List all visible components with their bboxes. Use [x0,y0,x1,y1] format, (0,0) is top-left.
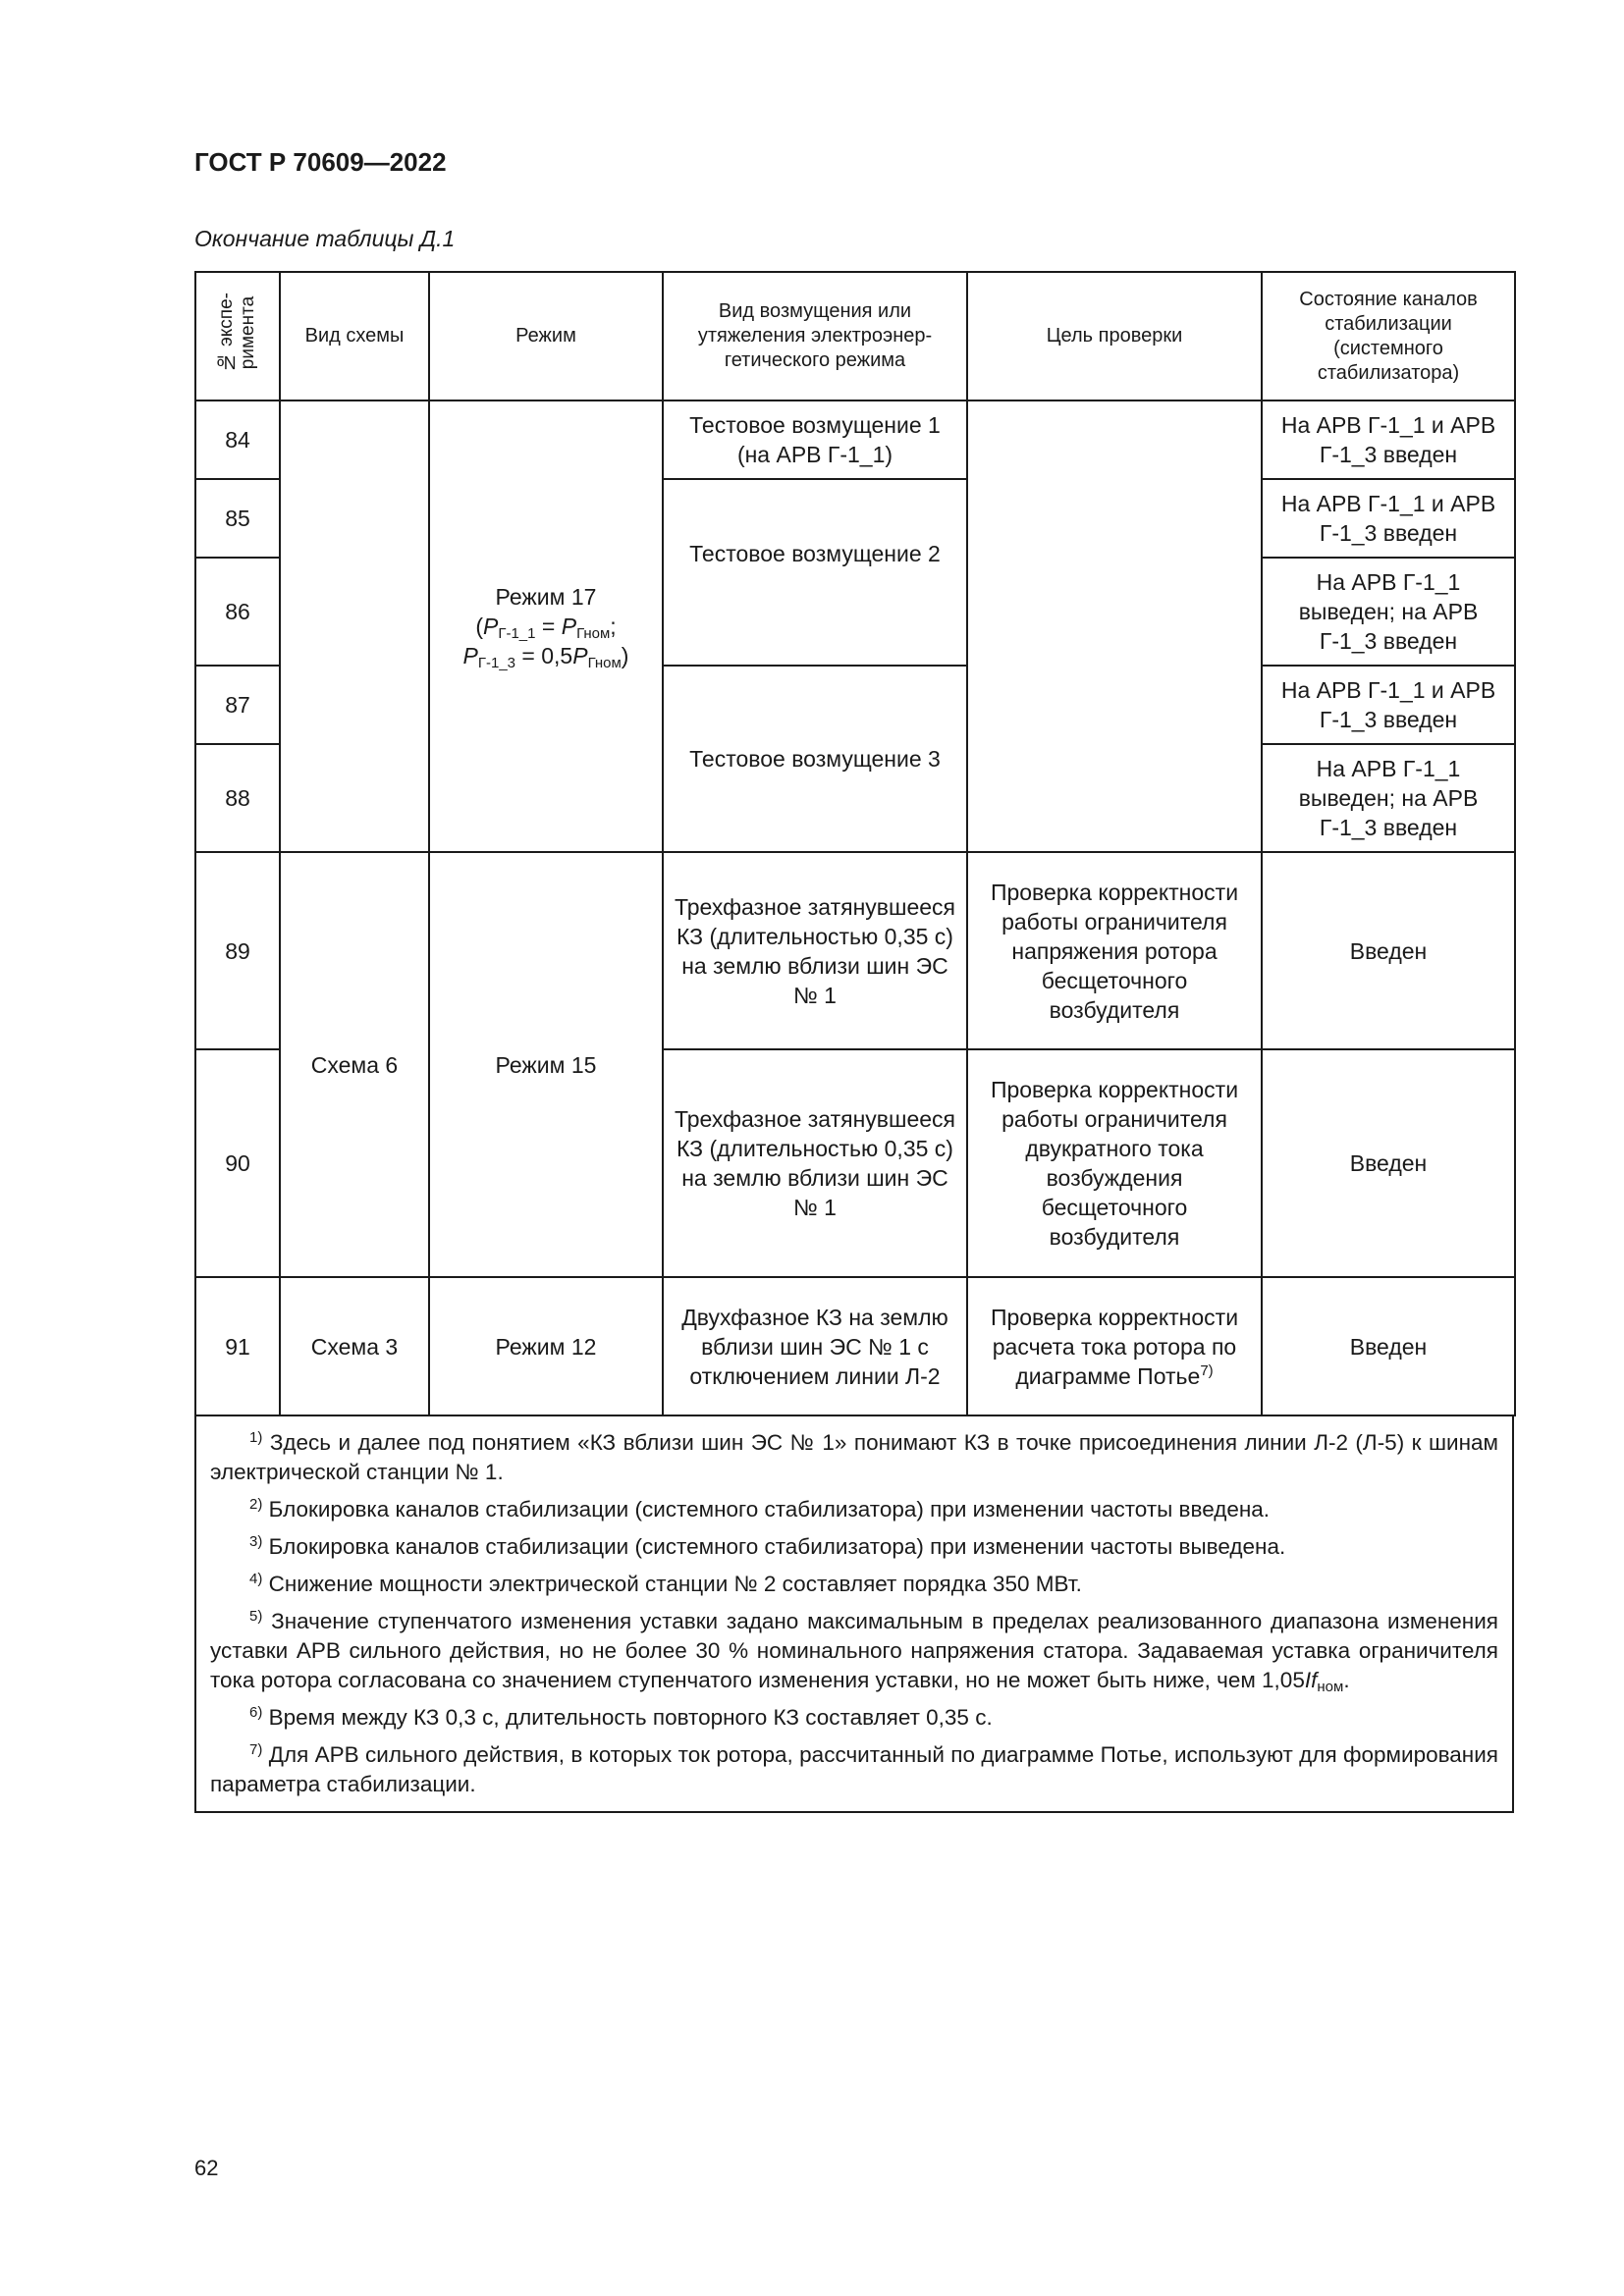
experiment-number: 91 [195,1277,280,1415]
footnote: $^{5)}$ Значение ступенчатого изменения уставки задано максимальным в пределах реализованного диапазона изменения уставки АРВ сильного действия, но не более 30 % номинального напряжения статора. Задаваемая уставка ограничителя тока ротора согласована со значением ступенчатого изменения уставки, но не может быть ниже, чем $1,05If_{ном}$. [210,1608,1498,1695]
mode-line3: $P_{Г-1\_3} = 0,5P_{Гном}$) [462,643,629,671]
mode-cell: Режим 12 [429,1277,663,1415]
scheme-cell: Схема 3 [280,1277,429,1415]
experiments-table-grid [194,271,1516,1416]
scheme-cell: Схема 6 [280,852,429,1277]
experiment-number: 89 [195,852,280,1049]
table-caption: Окончание таблицы Д.1 [194,226,456,251]
footnote: $^{7)}$ Для АРВ сильного действия, в которых ток ротора, рассчитанный по диаграмме Потье, используют для формирования параметра стабилизации. [210,1741,1498,1796]
goal-cell: Проверка корректности расчета тока ротора по диаграмме Потье$^{7)}$ [967,1277,1262,1415]
disturbance-cell: Двухфазное КЗ на землю вблизи шин ЭС № 1 с отключением линии Л-2 [663,1277,967,1415]
stabilization-state: Введен [1262,1049,1515,1277]
stabilization-state: На АРВ Г-1_1 и АРВ Г-1_3 введен [1262,400,1515,479]
page-number: 62 [194,2156,219,2180]
stabilization-state: Введен [1262,852,1515,1049]
experiments-table [194,271,1514,1813]
footnote-ref: 7) [1200,1362,1214,1379]
experiment-number: 84 [195,400,280,479]
column-header-stabilization-state: Состояние каналов стабилизации (системного стабилизатора) [1262,272,1515,400]
footnote: $^{6)}$ Время между КЗ 0,3 с, длительность повторного КЗ составляет 0,35 с. [249,1704,993,1730]
disturbance-cell: Трехфазное затянувшееся КЗ (длительностью 0,35 с) на землю вблизи шин ЭС № 1 [663,852,967,1049]
stabilization-state: На АРВ Г-1_1 и АРВ Г-1_3 введен [1262,666,1515,744]
disturbance-cell: Тестовое возмущение 1 (на АРВ Г-1_1) [663,400,967,479]
experiment-number: 87 [195,666,280,744]
stabilization-state: На АРВ Г-1_1 выведен; на АРВ Г-1_3 введен [1262,744,1515,852]
footnote: $^{4)}$ Снижение мощности электрической станции № 2 составляет порядка 350 МВт. [249,1571,1082,1596]
goal-cell-empty [967,400,1262,852]
goal-cell: Проверка корректности работы ограничителя двукратного тока возбуждения бесщеточного возбудителя [967,1049,1262,1277]
stabilization-state: На АРВ Г-1_1 и АРВ Г-1_3 введен [1262,479,1515,558]
table-row [195,1277,1515,1415]
document-standard-header: ГОСТ Р 70609—2022 [194,147,447,177]
footnote: $^{2)}$ Блокировка каналов стабилизации (системного стабилизатора) при изменении частоты введена. [249,1496,1271,1522]
mode-cell: Режим 15 [429,852,663,1277]
column-header-experiment-number [195,272,280,400]
goal-cell: Проверка корректности работы ограничителя напряжения ротора бесщеточного возбудителя [967,852,1262,1049]
table-footnotes [194,1416,1514,1813]
experiment-number: 86 [195,558,280,666]
stabilization-state: На АРВ Г-1_1 выведен; на АРВ Г-1_3 введен [1262,558,1515,666]
mode-line2: ($P_{Г-1\_1} = P_{Гном}$; [475,614,617,642]
table-row [195,400,1515,479]
mode-line1: Режим 17 [495,584,597,610]
mode-cell [429,400,663,852]
scheme-cell-empty [280,400,429,852]
footnote: $^{1)}$ Здесь и далее под понятием «КЗ вблизи шин ЭС № 1» понимают КЗ в точке присоединения линии Л-2 (Л-5) к шинам электрической станции № 1. [210,1429,1498,1484]
disturbance-cell: Трехфазное затянувшееся КЗ (длительностью 0,35 с) на землю вблизи шин ЭС № 1 [663,1049,967,1277]
experiment-number: 90 [195,1049,280,1277]
table-header-row [195,272,1515,400]
stabilization-state: Введен [1262,1277,1515,1415]
experiment-number: 85 [195,479,280,558]
disturbance-cell: Тестовое возмущение 3 [663,666,967,852]
column-header-experiment-number-text: № экспе- римента [216,293,258,373]
column-header-disturbance: Вид возмущения или утяжеления электроэнер-гетического режима [663,272,967,400]
experiment-number: 88 [195,744,280,852]
table-row [195,852,1515,1049]
column-header-goal: Цель проверки [967,272,1262,400]
footnote: $^{3)}$ Блокировка каналов стабилизации (системного стабилизатора) при изменении частоты выведена. [249,1533,1286,1559]
column-header-scheme: Вид схемы [280,272,429,400]
disturbance-cell: Тестовое возмущение 2 [663,479,967,666]
column-header-mode: Режим [429,272,663,400]
